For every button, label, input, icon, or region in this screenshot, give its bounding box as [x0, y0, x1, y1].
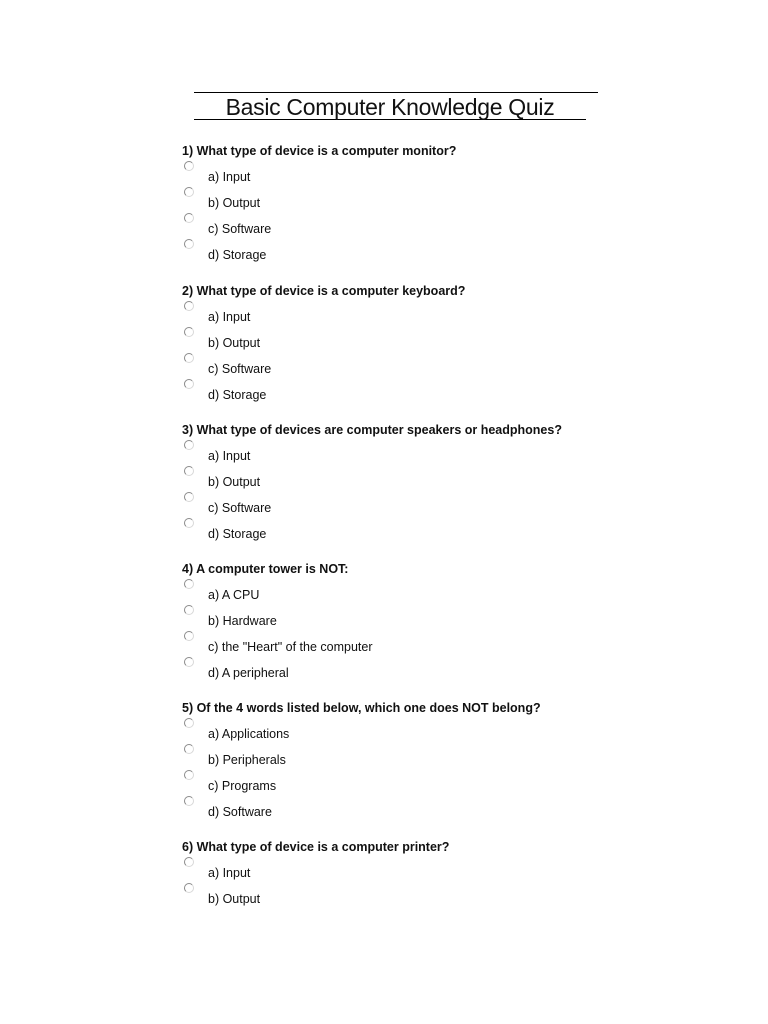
answer-option[interactable]	[182, 351, 722, 377]
radio-button[interactable]	[184, 631, 194, 641]
answer-option[interactable]	[182, 325, 722, 351]
answer-option[interactable]	[182, 237, 722, 263]
radio-button[interactable]	[184, 327, 194, 337]
option-label: c) Software	[208, 222, 272, 236]
answer-options	[182, 577, 722, 681]
answer-option[interactable]	[182, 716, 722, 742]
answer-option[interactable]	[182, 159, 722, 185]
option-label: c) the "Heart" of the computer	[208, 640, 373, 654]
question-5	[182, 700, 722, 820]
radio-button[interactable]	[184, 579, 194, 589]
radio-button[interactable]	[184, 239, 194, 249]
question-3	[182, 422, 722, 542]
option-label: b) Output	[208, 892, 261, 906]
radio-button[interactable]	[184, 161, 194, 171]
answer-options	[182, 438, 722, 542]
radio-button[interactable]	[184, 353, 194, 363]
radio-button[interactable]	[184, 857, 194, 867]
question-6	[182, 839, 722, 907]
radio-button[interactable]	[184, 492, 194, 502]
answer-option[interactable]	[182, 516, 722, 542]
question-text: 5) Of the 4 words listed below, which one does NOT belong?	[182, 701, 541, 715]
radio-button[interactable]	[184, 440, 194, 450]
option-label: a) Applications	[208, 727, 290, 741]
radio-button[interactable]	[184, 883, 194, 893]
answer-option[interactable]	[182, 742, 722, 768]
answer-option[interactable]	[182, 185, 722, 211]
radio-button[interactable]	[184, 744, 194, 754]
option-label: d) Storage	[208, 248, 267, 262]
answer-option[interactable]	[182, 577, 722, 603]
answer-option[interactable]	[182, 655, 722, 681]
radio-button[interactable]	[184, 518, 194, 528]
option-label: a) Input	[208, 310, 251, 324]
option-label: a) Input	[208, 449, 251, 463]
radio-button[interactable]	[184, 770, 194, 780]
answer-options	[182, 299, 722, 403]
radio-button[interactable]	[184, 379, 194, 389]
option-label: b) Output	[208, 196, 261, 210]
answer-option[interactable]	[182, 438, 722, 464]
radio-button[interactable]	[184, 657, 194, 667]
radio-button[interactable]	[184, 466, 194, 476]
answer-option[interactable]	[182, 211, 722, 237]
radio-button[interactable]	[184, 187, 194, 197]
option-label: d) A peripheral	[208, 666, 289, 680]
radio-button[interactable]	[184, 796, 194, 806]
question-2	[182, 283, 722, 403]
radio-button[interactable]	[184, 718, 194, 728]
option-label: a) Input	[208, 866, 251, 880]
answer-option[interactable]	[182, 881, 722, 907]
answer-option[interactable]	[182, 768, 722, 794]
question-text: 1) What type of device is a computer monitor?	[182, 144, 457, 158]
question-text: 4) A computer tower is NOT:	[182, 562, 349, 576]
answer-option[interactable]	[182, 603, 722, 629]
question-text: 6) What type of device is a computer printer?	[182, 840, 450, 854]
radio-button[interactable]	[184, 605, 194, 615]
option-label: d) Storage	[208, 527, 267, 541]
answer-option[interactable]	[182, 855, 722, 881]
radio-button[interactable]	[184, 213, 194, 223]
option-label: b) Peripherals	[208, 753, 286, 767]
answer-options	[182, 855, 722, 907]
option-label: a) Input	[208, 170, 251, 184]
answer-option[interactable]	[182, 629, 722, 655]
option-label: d) Software	[208, 805, 272, 819]
quiz-title: Basic Computer Knowledge Quiz	[194, 93, 586, 120]
answer-options	[182, 716, 722, 820]
option-label: c) Software	[208, 362, 272, 376]
option-label: b) Output	[208, 475, 261, 489]
question-text: 2) What type of device is a computer keyboard?	[182, 284, 466, 298]
option-label: b) Output	[208, 336, 261, 350]
radio-button[interactable]	[184, 301, 194, 311]
answer-option[interactable]	[182, 299, 722, 325]
option-label: b) Hardware	[208, 614, 277, 628]
question-1	[182, 143, 722, 263]
question-text: 3) What type of devices are computer speakers or headphones?	[182, 423, 562, 437]
option-label: d) Storage	[208, 388, 267, 402]
option-label: a) A CPU	[208, 588, 260, 602]
answer-option[interactable]	[182, 490, 722, 516]
answer-option[interactable]	[182, 464, 722, 490]
option-label: c) Software	[208, 501, 272, 515]
option-label: c) Programs	[208, 779, 277, 793]
answer-options	[182, 159, 722, 263]
answer-option[interactable]	[182, 377, 722, 403]
question-4	[182, 561, 722, 681]
answer-option[interactable]	[182, 794, 722, 820]
